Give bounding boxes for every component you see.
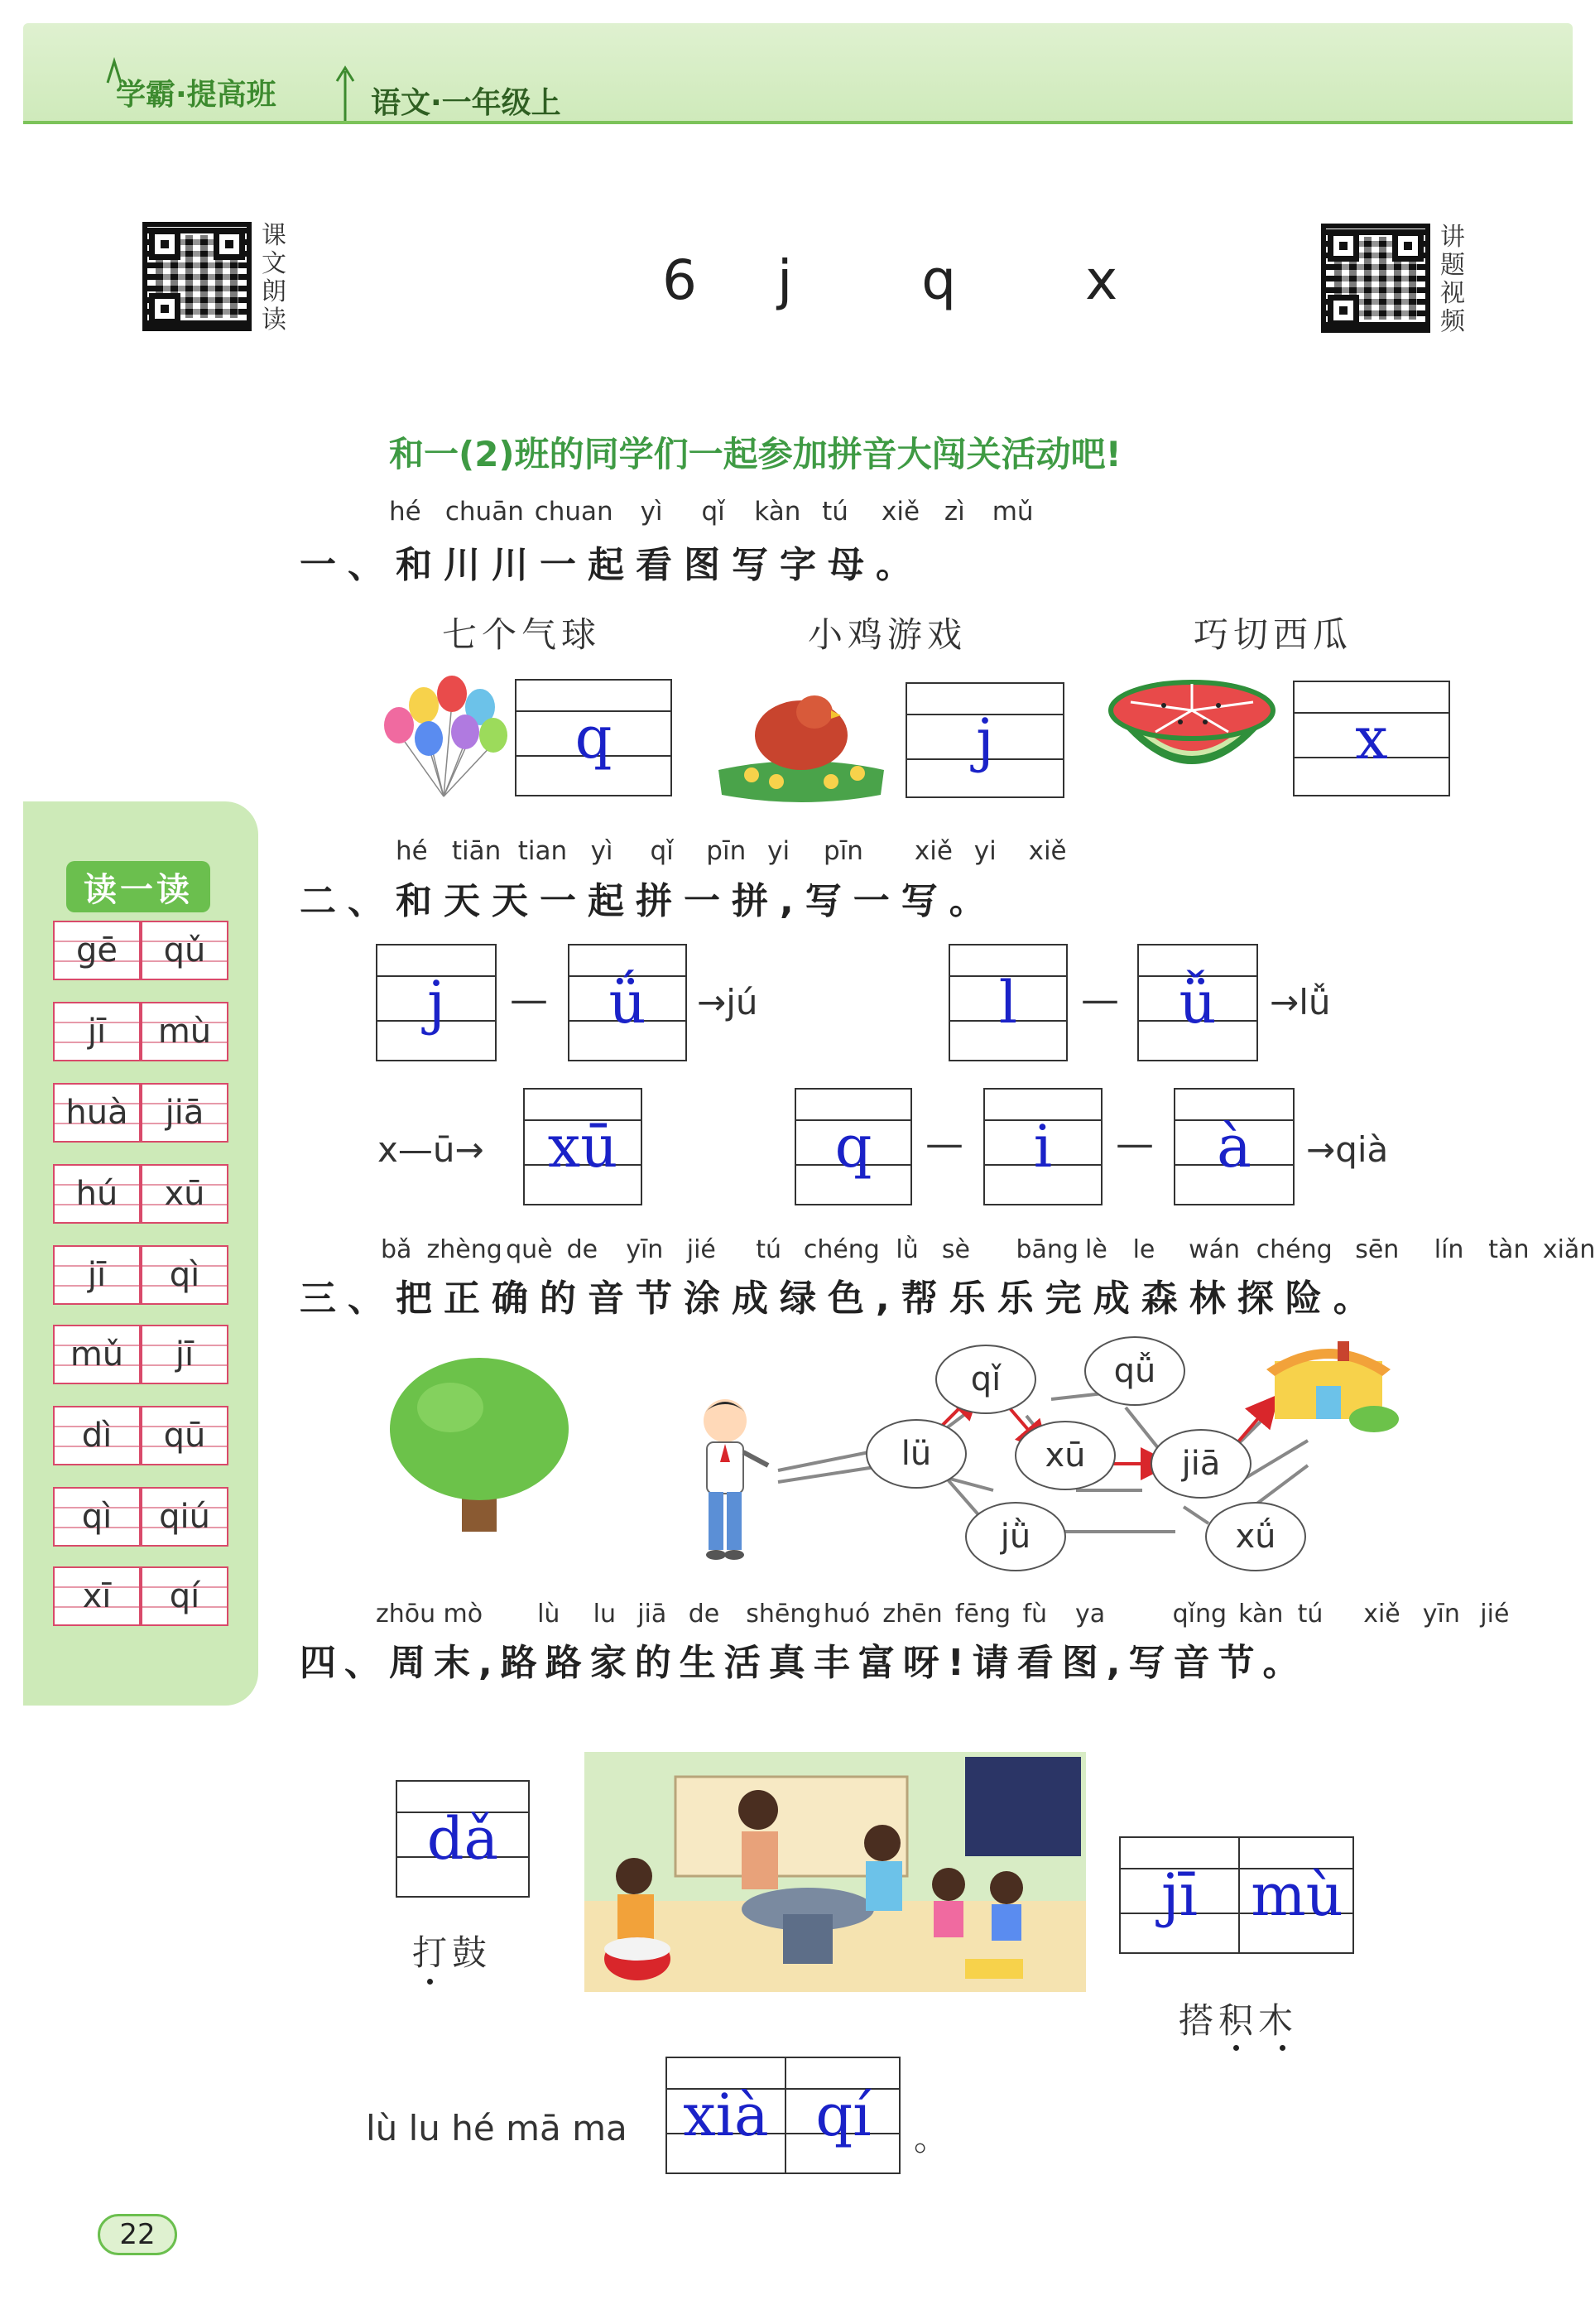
section2-title: 二、和天天一起拼一拼,写一写。	[300, 880, 997, 922]
balloons-picture	[377, 672, 510, 805]
spell-box-yu2[interactable]: ǘ	[568, 944, 687, 1061]
answer-box-jimu[interactable]: jī mù	[1119, 1836, 1354, 1954]
answer-box-da[interactable]: dǎ	[396, 1780, 530, 1898]
spell-box-i[interactable]: i	[983, 1088, 1103, 1205]
sidebar-cell: mǔ	[53, 1325, 141, 1384]
qr-code-left-icon[interactable]	[142, 222, 252, 331]
brand-title: 学霸·提高班	[116, 78, 276, 112]
sidebar-cell: gē	[53, 921, 141, 980]
answer-box-xiaqi[interactable]: xià qí	[665, 2057, 901, 2174]
bubble-qu3[interactable]: qǚ	[1084, 1336, 1185, 1406]
sidebar-cell: jī	[53, 1245, 141, 1305]
emphasis-dot	[427, 1979, 433, 1985]
lesson-letters: j q x	[776, 248, 1150, 312]
section3-pinyin: bǎ zhèng què de yīn jié tú chéng lǜ sè bāng lè le wán chéng sēn lín tàn xiǎn	[381, 1235, 1595, 1264]
section3-title: 三、把正确的音节涂成绿色,帮乐乐完成森林探险。	[300, 1277, 1381, 1320]
qr-right-label: 讲 题 视 频	[1440, 223, 1465, 336]
dash: —	[1116, 1121, 1154, 1166]
tree-picture	[384, 1350, 574, 1540]
answer-box-chicks[interactable]	[906, 682, 1064, 798]
header-arrow-icon	[333, 65, 358, 123]
sidebar-cell: xī	[53, 1566, 141, 1626]
answer-j: j	[976, 706, 994, 774]
section1-pinyin: hé chuān chuan yì qǐ kàn tú xiě zì mǔ	[389, 497, 1034, 527]
spell-box-a4[interactable]: à	[1174, 1088, 1295, 1205]
answer-x: x	[1355, 705, 1388, 772]
sidebar-cell: hú	[53, 1164, 141, 1224]
dash: —	[510, 977, 548, 1022]
sidebar-cell: qiú	[141, 1487, 228, 1547]
sentence-prefix: lù lu hé mā ma	[366, 2108, 627, 2148]
result-lv: →lǚ	[1270, 982, 1331, 1022]
bubble-xu2[interactable]: xǘ	[1205, 1502, 1306, 1571]
bubble-jia[interactable]: jiā	[1151, 1429, 1251, 1499]
sidebar-cell: huà	[53, 1083, 141, 1143]
boy-picture	[689, 1393, 780, 1566]
section4-title: 四、周末,路路家的生活真丰富呀!请看图,写音节。	[300, 1642, 1308, 1684]
sidebar-cell: qí	[141, 1566, 228, 1626]
result-qia: →qià	[1306, 1129, 1389, 1170]
family-picture	[584, 1752, 1086, 1992]
sidebar-cell: jī	[53, 1002, 141, 1061]
emphasis-dot	[1280, 2045, 1285, 2051]
caption-balloons: 七个气球	[442, 614, 602, 655]
spell-box-q[interactable]: q	[795, 1088, 912, 1205]
watermelon-picture	[1106, 677, 1278, 801]
hen-and-chicks-picture	[715, 669, 887, 806]
bubble-ju4[interactable]: jǜ	[965, 1502, 1066, 1571]
sidebar-cell: jiā	[141, 1083, 228, 1143]
dash: —	[925, 1121, 963, 1166]
sidebar-cell: qū	[141, 1406, 228, 1465]
dash: —	[1081, 977, 1119, 1022]
sidebar-cell: dì	[53, 1406, 141, 1465]
answer-box-balloons[interactable]	[515, 679, 672, 796]
sidebar-title: 读一读	[66, 861, 210, 912]
spell-box-j[interactable]: j	[376, 944, 497, 1061]
caption-chicks: 小鸡游戏	[808, 614, 968, 655]
prefix-x-u: x—ū→	[377, 1129, 484, 1170]
sidebar-cell: jī	[141, 1325, 228, 1384]
bubble-lu[interactable]: lü	[866, 1419, 967, 1489]
qr-left-label: 课 文 朗 读	[262, 221, 286, 334]
sidebar-cell: mù	[141, 1002, 228, 1061]
answer-box-watermelon[interactable]	[1293, 681, 1450, 796]
spell-box-yu3[interactable]: ǚ	[1137, 944, 1258, 1061]
section4-pinyin: zhōu mò lù lu jiā de shēng huó zhēn fēng fù ya qǐng kàn tú xiě yīn jié	[376, 1600, 1510, 1629]
lesson-title	[662, 248, 1149, 312]
section2-pinyin: hé tiān tian yì qǐ pīn yi pīn xiě yi xiě	[396, 836, 1067, 866]
section1-title: 一、和川川一起看图写字母。	[300, 544, 924, 586]
house-picture	[1258, 1336, 1399, 1436]
answer-q: q	[574, 704, 613, 772]
sidebar-cell: qì	[141, 1245, 228, 1305]
subject-title: 语文·一年级上	[371, 86, 561, 120]
qr-code-right-icon[interactable]	[1321, 224, 1430, 333]
caption-watermelon: 巧切西瓜	[1194, 614, 1353, 655]
sidebar-cell: xū	[141, 1164, 228, 1224]
sidebar-cell: qǔ	[141, 921, 228, 980]
spell-box-l[interactable]: l	[949, 944, 1068, 1061]
emphasis-dot	[1233, 2045, 1239, 2051]
caption-blocks: 搭积木	[1179, 2000, 1299, 2041]
bubble-xu[interactable]: xū	[1015, 1421, 1116, 1490]
result-ju: →jú	[697, 982, 758, 1022]
sentence-end: 。	[914, 2118, 949, 2158]
intro-text: 和一(2)班的同学们一起参加拼音大闯关活动吧!	[389, 434, 1122, 474]
caption-drum: 打鼓	[412, 1932, 492, 1973]
lesson-number: 6	[662, 248, 728, 312]
bubble-qi3[interactable]: qǐ	[935, 1345, 1036, 1414]
page-number: 22	[98, 2214, 177, 2255]
spell-box-xu[interactable]: xū	[523, 1088, 642, 1205]
sidebar-cell: qì	[53, 1487, 141, 1547]
